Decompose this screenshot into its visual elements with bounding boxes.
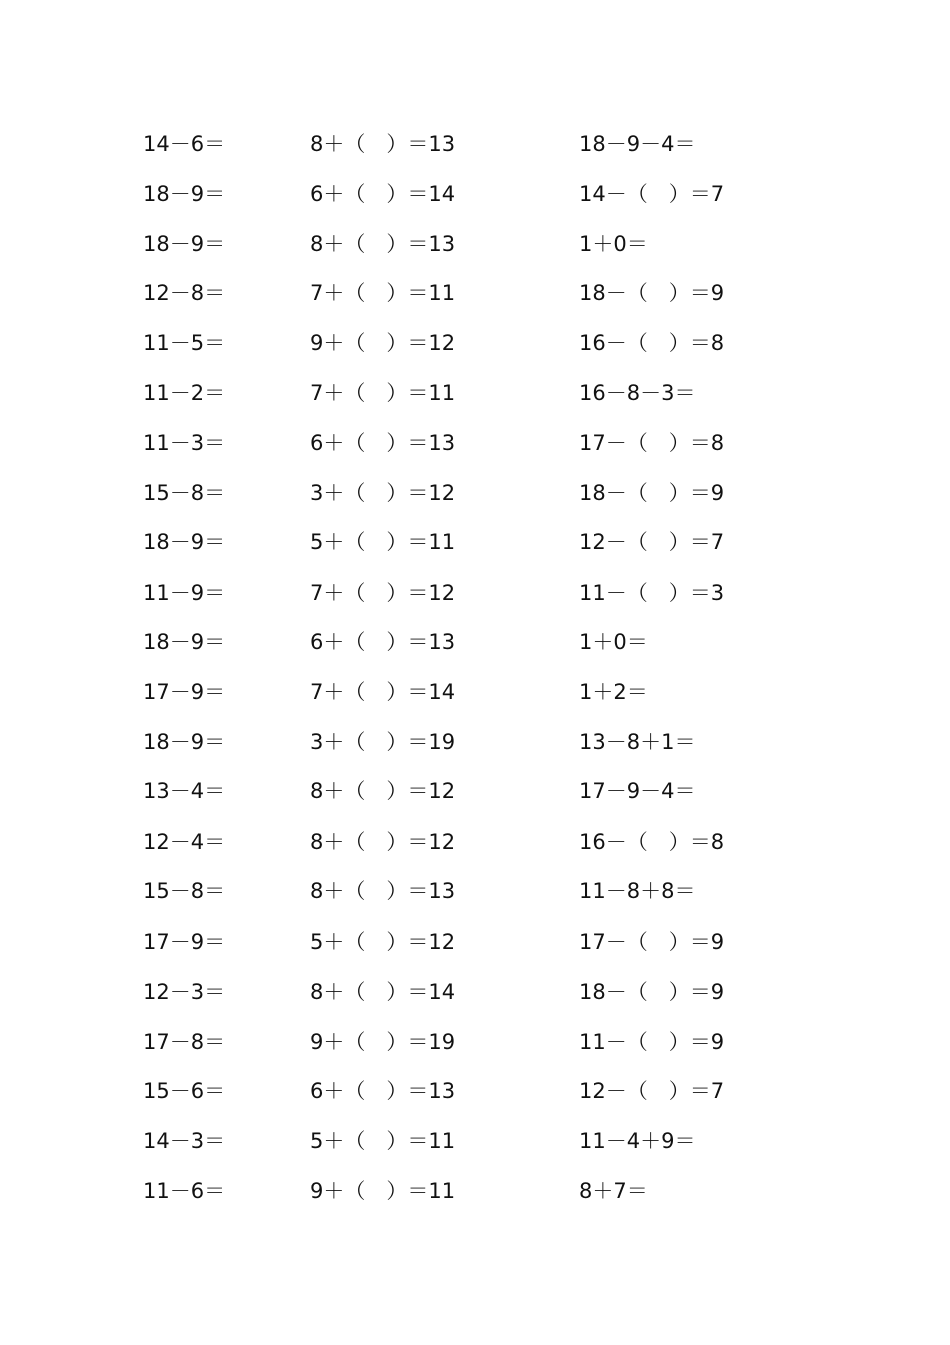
mixed-problem: 1＋0＝	[579, 630, 648, 654]
problem-row	[0, 1176, 950, 1206]
mixed-problem: 17－9－4＝	[579, 779, 696, 803]
problem-row	[0, 179, 950, 209]
subtraction-problem: 11－3＝	[143, 431, 226, 455]
mixed-problem: 18－（ ）＝9	[579, 481, 725, 505]
missing-addend-problem: 9＋（ ）＝19	[310, 1030, 456, 1054]
problem-row	[0, 677, 950, 707]
subtraction-problem: 18－9＝	[143, 730, 226, 754]
missing-addend-problem: 7＋（ ）＝14	[310, 680, 456, 704]
subtraction-problem: 18－9＝	[143, 630, 226, 654]
mixed-problem: 11－4＋9＝	[579, 1129, 696, 1153]
problem-row	[0, 1126, 950, 1156]
problem-row	[0, 478, 950, 508]
missing-addend-problem: 8＋（ ）＝12	[310, 779, 456, 803]
subtraction-problem: 18－9＝	[143, 232, 226, 256]
mixed-problem: 11－（ ）＝9	[579, 1030, 725, 1054]
mixed-problem: 8＋7＝	[579, 1179, 648, 1203]
missing-addend-problem: 8＋（ ）＝14	[310, 980, 456, 1004]
missing-addend-problem: 9＋（ ）＝12	[310, 331, 456, 355]
missing-addend-problem: 6＋（ ）＝13	[310, 630, 456, 654]
problem-row	[0, 278, 950, 308]
problem-row	[0, 1076, 950, 1106]
subtraction-problem: 11－2＝	[143, 381, 226, 405]
missing-addend-problem: 3＋（ ）＝19	[310, 730, 456, 754]
mixed-problem: 12－（ ）＝7	[579, 1079, 725, 1103]
missing-addend-problem: 3＋（ ）＝12	[310, 481, 456, 505]
missing-addend-problem: 6＋（ ）＝13	[310, 1079, 456, 1103]
mixed-problem: 13－8＋1＝	[579, 730, 696, 754]
subtraction-problem: 15－8＝	[143, 879, 226, 903]
mixed-problem: 16－（ ）＝8	[579, 331, 725, 355]
mixed-problem: 17－（ ）＝9	[579, 930, 725, 954]
mixed-problem: 11－（ ）＝3	[579, 581, 725, 605]
problem-row	[0, 627, 950, 657]
subtraction-problem: 18－9＝	[143, 530, 226, 554]
problem-row	[0, 927, 950, 957]
mixed-problem: 16－8－3＝	[579, 381, 696, 405]
subtraction-problem: 11－5＝	[143, 331, 226, 355]
problem-row	[0, 876, 950, 906]
problem-row	[0, 727, 950, 757]
subtraction-problem: 11－6＝	[143, 1179, 226, 1203]
mixed-problem: 1＋2＝	[579, 680, 648, 704]
problem-row	[0, 827, 950, 857]
missing-addend-problem: 5＋（ ）＝12	[310, 930, 456, 954]
subtraction-problem: 15－6＝	[143, 1079, 226, 1103]
subtraction-problem: 17－8＝	[143, 1030, 226, 1054]
mixed-problem: 17－（ ）＝8	[579, 431, 725, 455]
missing-addend-problem: 8＋（ ）＝13	[310, 132, 456, 156]
missing-addend-problem: 5＋（ ）＝11	[310, 1129, 456, 1153]
mixed-problem: 18－9－4＝	[579, 132, 696, 156]
problem-row	[0, 977, 950, 1007]
problem-row	[0, 328, 950, 358]
subtraction-problem: 15－8＝	[143, 481, 226, 505]
problem-row	[0, 527, 950, 557]
mixed-problem: 18－（ ）＝9	[579, 281, 725, 305]
problem-row	[0, 229, 950, 259]
problem-row	[0, 428, 950, 458]
problem-row	[0, 578, 950, 608]
missing-addend-problem: 7＋（ ）＝12	[310, 581, 456, 605]
subtraction-problem: 13－4＝	[143, 779, 226, 803]
missing-addend-problem: 7＋（ ）＝11	[310, 381, 456, 405]
problem-row	[0, 1027, 950, 1057]
subtraction-problem: 17－9＝	[143, 930, 226, 954]
mixed-problem: 18－（ ）＝9	[579, 980, 725, 1004]
missing-addend-problem: 5＋（ ）＝11	[310, 530, 456, 554]
subtraction-problem: 12－8＝	[143, 281, 226, 305]
mixed-problem: 16－（ ）＝8	[579, 830, 725, 854]
subtraction-problem: 11－9＝	[143, 581, 226, 605]
subtraction-problem: 14－6＝	[143, 132, 226, 156]
problem-row	[0, 378, 950, 408]
mixed-problem: 11－8＋8＝	[579, 879, 696, 903]
missing-addend-problem: 6＋（ ）＝13	[310, 431, 456, 455]
problem-row	[0, 776, 950, 806]
missing-addend-problem: 9＋（ ）＝11	[310, 1179, 456, 1203]
subtraction-problem: 12－3＝	[143, 980, 226, 1004]
problem-row	[0, 129, 950, 159]
missing-addend-problem: 8＋（ ）＝13	[310, 232, 456, 256]
missing-addend-problem: 6＋（ ）＝14	[310, 182, 456, 206]
mixed-problem: 14－（ ）＝7	[579, 182, 725, 206]
subtraction-problem: 17－9＝	[143, 680, 226, 704]
subtraction-problem: 14－3＝	[143, 1129, 226, 1153]
mixed-problem: 12－（ ）＝7	[579, 530, 725, 554]
missing-addend-problem: 8＋（ ）＝13	[310, 879, 456, 903]
missing-addend-problem: 7＋（ ）＝11	[310, 281, 456, 305]
mixed-problem: 1＋0＝	[579, 232, 648, 256]
subtraction-problem: 12－4＝	[143, 830, 226, 854]
subtraction-problem: 18－9＝	[143, 182, 226, 206]
missing-addend-problem: 8＋（ ）＝12	[310, 830, 456, 854]
